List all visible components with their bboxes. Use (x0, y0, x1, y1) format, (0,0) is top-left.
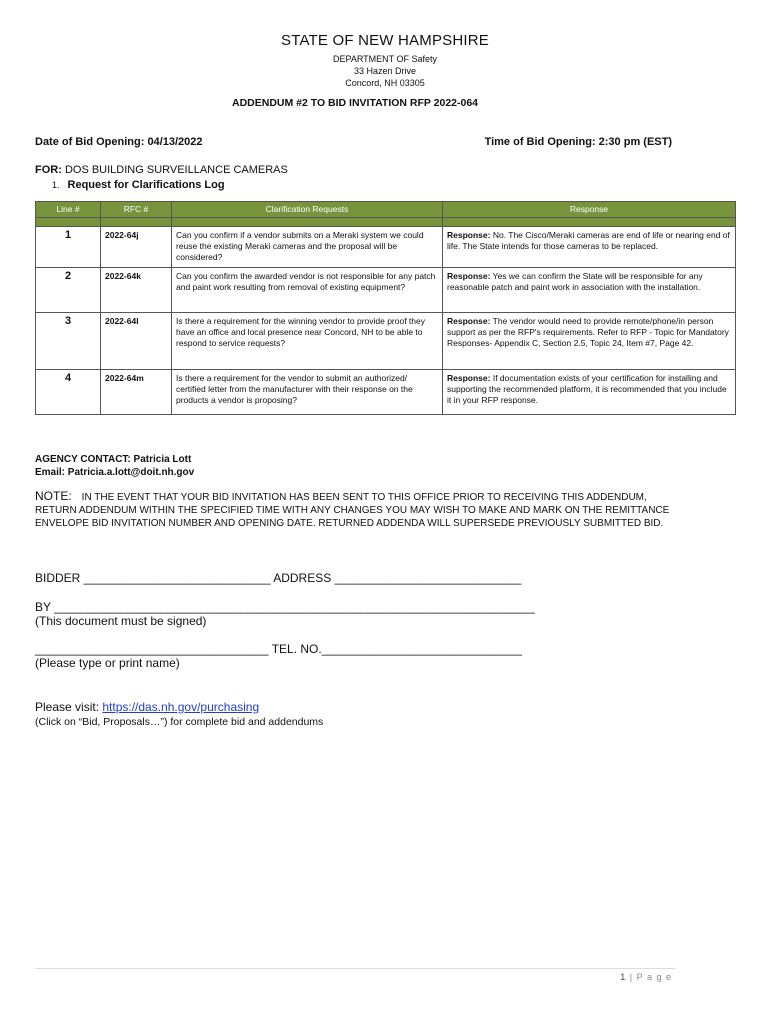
agency-email: Email: Patricia.a.lott@doit.nh.gov (35, 467, 195, 478)
visit-line (35, 700, 259, 714)
rfc-number: 2022-64k (101, 268, 172, 313)
table-header-row (36, 202, 736, 218)
print-name-note: (Please type or print name) (35, 656, 180, 670)
note-text: IN THE EVENT THAT YOUR BID INVITATION HAS BEEN SENT TO THIS OFFICE PRIOR TO RECEIVING THIS ADDENDUM, RETURN ADDENDUM WITHIN THE SPECIFIED TIME WITH ANY CHANGES YOU MAY WISH TO MAKE AND MARK ON THE REMITTANCE ENVELOPE BID INVITATION NUMBER AND OPENING DATE. RETURNED ADDENDA WILL SUPERSEDE PREVIOUSLY SUBMITTED BID. (35, 492, 670, 529)
header-spacer-row (36, 218, 736, 227)
response-label: Response: (447, 373, 491, 383)
bid-opening-date: Date of Bid Opening: 04/13/2022 (35, 136, 203, 148)
for-line (35, 164, 288, 176)
section-number: 1. (52, 180, 60, 190)
clarifications-table (35, 201, 736, 415)
rfc-number: 2022-64j (101, 227, 172, 268)
department-name: DEPARTMENT OF Safety (332, 54, 438, 64)
response-label: Response: (447, 271, 491, 281)
bidder-address-line[interactable]: BIDDER ____________________________ ADDRESS ____________________________ (35, 571, 522, 585)
header-requests: Clarification Requests (172, 202, 443, 218)
rfc-number: 2022-64l (101, 313, 172, 370)
response-cell (443, 268, 736, 313)
signature-note: (This document must be signed) (35, 614, 207, 628)
line-number: 2 (36, 268, 101, 313)
rfc-number: 2022-64m (101, 370, 172, 415)
footer-divider (35, 968, 675, 969)
visit-label: Please visit: (35, 700, 103, 714)
line-number: 1 (36, 227, 101, 268)
clarification-request: Can you confirm if a vendor submits on a Meraki system we could reuse the existing Meraki cameras and the proposal will be considered? (172, 227, 443, 268)
header-rfc: RFC # (101, 202, 172, 218)
response-text: If documentation exists of your certification for installing and supporting the recommended platform, it is recommended that you include it in your RFP response. (447, 373, 727, 405)
visit-note: (Click on “Bid, Proposals…”) for complete bid and addendums (35, 716, 324, 728)
city-address: Concord, NH 03305 (345, 78, 425, 88)
response-text: The vendor would need to provide remote/phone/in person support as per the RFP's requirements. Refer to RFP - Topic for Mandatory Responses- Appendix C, Section 2.5, Topic 24, Item #7, Page 42. (447, 316, 729, 348)
for-text: DOS BUILDING SURVEILLANCE CAMERAS (61, 164, 288, 176)
street-address: 33 Hazen Drive (353, 66, 417, 76)
table-row (36, 370, 736, 415)
purchasing-link[interactable]: https://das.nh.gov/purchasing (102, 700, 260, 714)
response-label: Response: (447, 316, 491, 326)
agency-contact-block (35, 453, 194, 479)
table-row (36, 268, 736, 313)
note-block (35, 490, 675, 530)
response-cell (443, 313, 736, 370)
for-label: FOR: (35, 164, 62, 176)
addendum-title: ADDENDUM #2 TO BID INVITATION RFP 2022-064 (231, 97, 479, 109)
response-cell (443, 370, 736, 415)
line-number: 4 (36, 370, 101, 415)
bid-opening-time: Time of Bid Opening: 2:30 pm (EST) (484, 136, 672, 148)
clarification-request: Is there a requirement for the vendor to submit an authorized/ certified letter from the manufacturer with their response on the products a vendor is proposing? (172, 370, 443, 415)
clarification-request: Is there a requirement for the winning vendor to provide proof they have an office and local presence near Concord, NH to be able to respond to service requests? (172, 313, 443, 370)
clarification-request: Can you confirm the awarded vendor is not responsible for any patch and paint work resulting from removal of existing equipment? (172, 268, 443, 313)
line-number: 3 (36, 313, 101, 370)
agency-contact: AGENCY CONTACT: Patricia Lott (35, 454, 192, 465)
response-text: Yes we can confirm the State will be responsible for any reasonable patch and paint work in association with the installation. (447, 271, 703, 292)
section-title: Request for Clarifications Log (67, 179, 225, 191)
section-heading (52, 179, 225, 191)
state-title: STATE OF NEW HAMPSHIRE (280, 32, 490, 49)
document-header (0, 32, 770, 89)
response-label: Response: (447, 230, 491, 240)
response-text: No. The Cisco/Meraki cameras are end of life or nearing end of life. The State intends for those cameras to be replaced. (447, 230, 730, 251)
page-number: 1 (620, 972, 627, 982)
note-label: NOTE: (35, 489, 72, 503)
header-line: Line # (36, 202, 101, 218)
name-telephone-line[interactable]: ___________________________________ TEL. NO.______________________________ (35, 642, 522, 656)
page-label: | P a g e (629, 972, 672, 982)
page-footer (620, 972, 672, 982)
header-response: Response (443, 202, 736, 218)
by-signature-line[interactable]: BY ________________________________________________________________________ (35, 600, 535, 614)
table-row (36, 227, 736, 268)
response-cell (443, 227, 736, 268)
table-row (36, 313, 736, 370)
